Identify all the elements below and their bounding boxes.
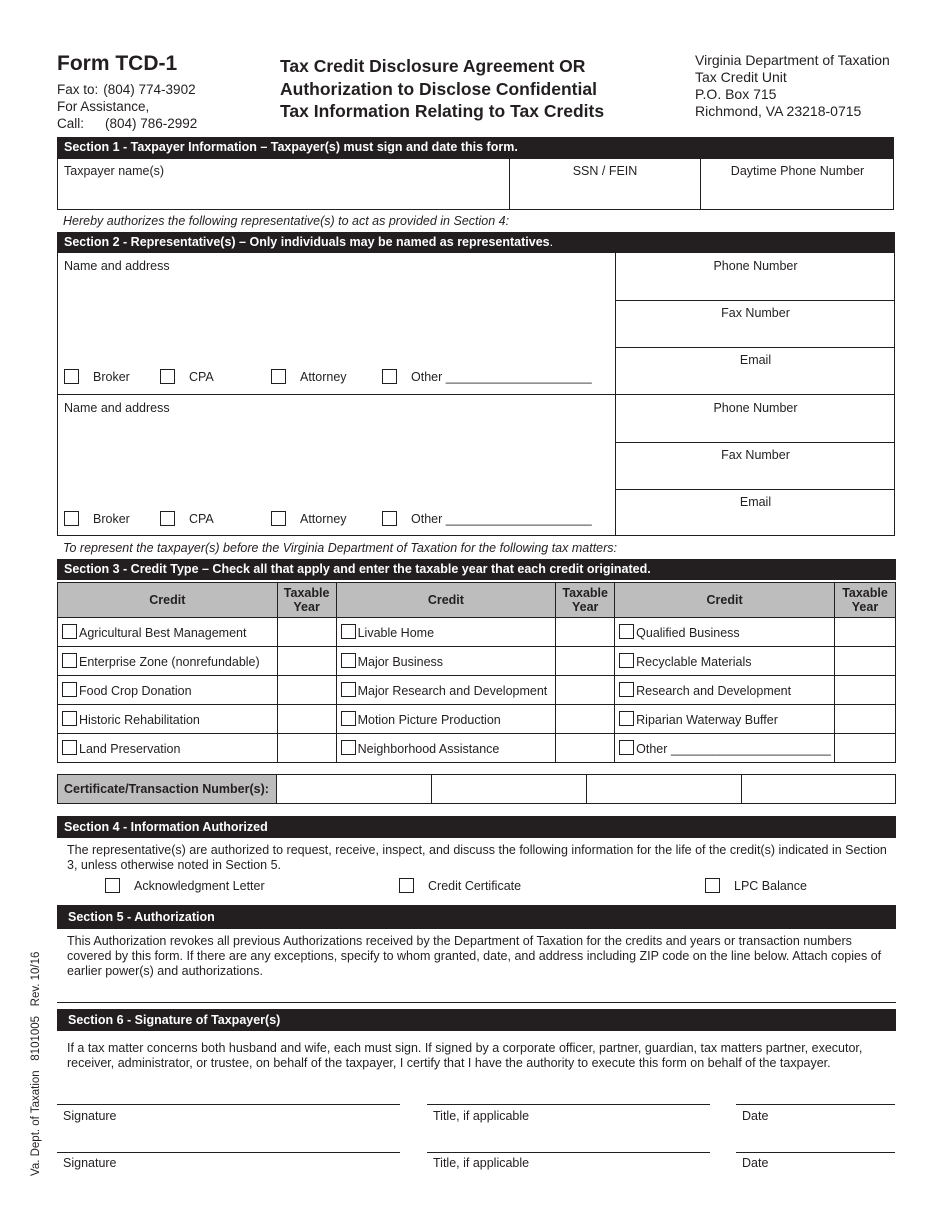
credit-cell [615,618,835,647]
title-label: Title, if applicable [433,1156,530,1170]
taxable-year-header [835,583,896,618]
credit-cell [58,705,278,734]
credit-cell [58,734,278,763]
section6-text: If a tax matter concerns both husband and wife, each must sign. If signed by a corporate officer, partner, guardian, tax matters partner, executor, receiver, administrator, or trustee, on behalf of the taxpayer, I certify that I have the authority to execute this form on behalf of the taxpayer. [67,1041,863,1070]
table-row [58,705,896,734]
agency-line: Tax Credit Unit [695,69,787,85]
title-label: Title, if applicable [433,1109,530,1123]
title-line[interactable] [427,1104,710,1105]
taxable-year-cell[interactable] [835,676,896,705]
credit-checkbox[interactable] [341,740,356,755]
info-option-3 [705,878,807,893]
other-checkbox[interactable] [382,369,397,384]
credit-checkbox[interactable] [62,653,77,668]
section5-bar: Section 5 - Authorization [57,905,896,929]
agency-line: Richmond, VA 23218-0715 [695,103,862,119]
credit-label[interactable]: Other _______________________ [636,742,831,756]
credit-label: Enterprise Zone (nonrefundable) [79,655,260,669]
credit-checkbox[interactable] [62,682,77,697]
credit-checkbox[interactable] [341,624,356,639]
credit-label: Major Business [357,655,444,669]
title-line: Tax Credit Disclosure Agreement OR [280,56,586,76]
authorization-note: Hereby authorizes the following representative(s) to act as provided in Section 4: [63,214,510,228]
credit-checkbox[interactable] [62,711,77,726]
section2-bar [57,232,895,253]
taxable-year-cell[interactable] [835,734,896,763]
lpc-balance-label: LPC Balance [734,878,807,893]
credit-checkbox[interactable] [619,653,634,668]
credit-column-header: Credit [615,583,835,618]
credit-checkbox[interactable] [619,682,634,697]
section4-bar: Section 4 - Information Authorized [57,816,896,838]
taxable-year-line: Year [571,600,599,614]
call-label: Call: [57,116,85,131]
title-line[interactable] [427,1152,710,1153]
taxable-year-cell[interactable] [277,618,336,647]
credit-certificate-label: Credit Certificate [428,878,522,893]
other-label[interactable]: Other _____________________ [411,369,592,384]
certificate-field[interactable] [587,775,742,803]
representation-note: To represent the taxpayer(s) before the Virginia Department of Taxation for the following tax matters: [63,541,617,555]
fax-label: Fax to: [57,82,99,97]
cpa-checkbox[interactable] [160,511,175,526]
section5-text: This Authorization revokes all previous Authorizations received by the Department of Taxation for the credits and years or transaction numbers covered by this form. If there are any exceptions, specify to whom granted, date, and address including ZIP code on the line below. Attach copies of earlier power(s) and authorizations. [67,934,882,978]
section3-bar: Section 3 - Credit Type – Check all that apply and enter the taxable year that each credit originated. [57,559,896,580]
taxable-year-cell[interactable] [835,647,896,676]
taxable-year-cell[interactable] [556,676,615,705]
fax-number-label: Fax Number [721,448,790,462]
daytime-phone-label: Daytime Phone Number [730,164,865,178]
taxable-year-cell[interactable] [556,705,615,734]
section2-bar-period: . [549,235,554,249]
credit-cell [336,734,556,763]
table-row [58,647,896,676]
credit-checkbox[interactable] [341,653,356,668]
credit-cell [615,705,835,734]
attorney-checkbox[interactable] [271,369,286,384]
credit-column-header: Credit [336,583,556,618]
taxable-year-cell[interactable] [556,618,615,647]
credit-label: Neighborhood Assistance [357,742,500,756]
title-line: Authorization to Disclose Confidential [280,78,597,99]
date-line[interactable] [736,1152,895,1153]
credit-column-header: Credit [58,583,278,618]
credit-label: Research and Development [636,684,792,698]
phone-number-label: Phone Number [713,401,798,415]
taxpayer-name-label: Taxpayer name(s) [64,164,165,178]
credit-cell [615,734,835,763]
certificate-field[interactable] [742,775,895,803]
rep1-type-checkboxes [64,369,592,384]
credit-label: Agricultural Best Management [79,626,247,640]
credit-cell [336,647,556,676]
credit-label: Major Research and Development [357,684,548,698]
taxable-year-line: Taxable [562,586,608,600]
section2-bar-text: Section 2 - Representative(s) – Only individuals may be named as representatives [64,235,550,249]
credit-cell [58,647,278,676]
section1-bar: Section 1 - Taxpayer Information – Taxpayer(s) must sign and date this form. [57,137,894,158]
broker-checkbox[interactable] [64,369,79,384]
broker-checkbox[interactable] [64,511,79,526]
credit-checkbox[interactable] [341,711,356,726]
credit-certificate-checkbox[interactable] [399,878,414,893]
cpa-checkbox[interactable] [160,369,175,384]
certificate-field[interactable] [277,775,432,803]
rep2-type-checkboxes [64,511,592,526]
credit-checkbox[interactable] [62,624,77,639]
name-address-label: Name and address [64,259,170,273]
info-option-1 [105,878,265,893]
agency-line: Virginia Department of Taxation [695,52,890,68]
taxable-year-line: Year [293,600,320,614]
credit-cell [58,676,278,705]
taxable-year-cell[interactable] [277,676,336,705]
other-label[interactable]: Other _____________________ [411,511,592,526]
certificate-label: Certificate/Transaction Number(s): [64,782,269,796]
assistance-label: For Assistance, [57,99,150,114]
table-row [58,676,896,705]
credit-label: Food Crop Donation [79,684,192,698]
section4-text: The representative(s) are authorized to request, receive, inspect, and discuss the following information for the life of the credit(s) indicated in Section 3, unless otherwise noted in Section 5. [67,843,887,872]
table-row [58,618,896,647]
credit-cell [336,618,556,647]
credit-checkbox[interactable] [619,624,634,639]
other-checkbox[interactable] [382,511,397,526]
credit-cell [58,618,278,647]
taxable-year-line: Taxable [283,586,330,600]
contact-block [57,81,197,132]
attorney-label: Attorney [300,369,347,384]
date-line[interactable] [736,1104,895,1105]
taxable-year-line: Year [851,600,879,614]
attorney-label: Attorney [300,511,347,526]
title-line: Tax Information Relating to Tax Credits [280,101,605,121]
fax-number: (804) 774-3902 [103,82,196,97]
credit-label: Land Preservation [79,742,181,756]
phone-number-label: Phone Number [713,259,798,273]
signature-label: Signature [63,1109,117,1123]
name-address-label: Name and address [64,401,170,415]
ssn-fein-label: SSN / FEIN [572,164,638,178]
credit-cell [336,676,556,705]
credit-cell [615,647,835,676]
taxable-year-cell[interactable] [556,647,615,676]
certificate-row [57,774,896,804]
agency-line: P.O. Box 715 [695,86,777,102]
exceptions-line[interactable] [57,1002,896,1003]
credit-label: Historic Rehabilitation [79,713,200,727]
signature-line[interactable] [57,1152,400,1153]
representative-1-box [57,253,895,395]
certificate-field[interactable] [432,775,587,803]
form-title: Form TCD-1 [57,52,178,75]
table-row [58,734,896,763]
credit-label: Motion Picture Production [357,713,501,727]
taxable-year-line: Taxable [842,586,888,600]
credit-cell [336,705,556,734]
email-label: Email [739,353,772,367]
call-number: (804) 786-2992 [105,116,198,131]
section1-box [57,158,894,210]
broker-label: Broker [93,511,130,526]
email-label: Email [739,495,772,509]
signature-label: Signature [63,1156,117,1170]
credit-table-header [58,583,896,618]
taxable-year-header [277,583,336,618]
credit-label: Qualified Business [636,626,740,640]
credit-checkbox[interactable] [619,740,634,755]
taxable-year-cell[interactable] [835,705,896,734]
attorney-checkbox[interactable] [271,511,286,526]
date-label: Date [742,1156,769,1170]
taxable-year-cell[interactable] [277,734,336,763]
credit-cell [615,676,835,705]
taxable-year-header [556,583,615,618]
cpa-label: CPA [189,369,214,384]
document-title [280,55,604,123]
fax-number-label: Fax Number [721,306,790,320]
credit-label: Livable Home [357,626,435,640]
form-revision-sidebar: Va. Dept. of Taxation 8101005 Rev. 10/16 [30,951,42,1176]
credit-label: Riparian Waterway Buffer [636,713,778,727]
credit-checkbox[interactable] [619,711,634,726]
taxable-year-cell[interactable] [556,734,615,763]
taxable-year-cell[interactable] [277,705,336,734]
representative-2-box [57,394,895,536]
credit-label: Recyclable Materials [636,655,752,669]
taxable-year-cell[interactable] [835,618,896,647]
signature-line[interactable] [57,1104,400,1105]
date-label: Date [742,1109,769,1123]
info-option-2 [399,878,521,893]
credit-table [57,582,896,763]
section6-bar: Section 6 - Signature of Taxpayer(s) [57,1009,896,1031]
credit-checkbox[interactable] [62,740,77,755]
taxable-year-cell[interactable] [277,647,336,676]
acknowledgment-letter-label: Acknowledgment Letter [134,878,265,893]
lpc-balance-checkbox[interactable] [705,878,720,893]
broker-label: Broker [93,369,130,384]
cpa-label: CPA [189,511,214,526]
acknowledgment-letter-checkbox[interactable] [105,878,120,893]
agency-address [695,52,890,120]
credit-checkbox[interactable] [341,682,356,697]
